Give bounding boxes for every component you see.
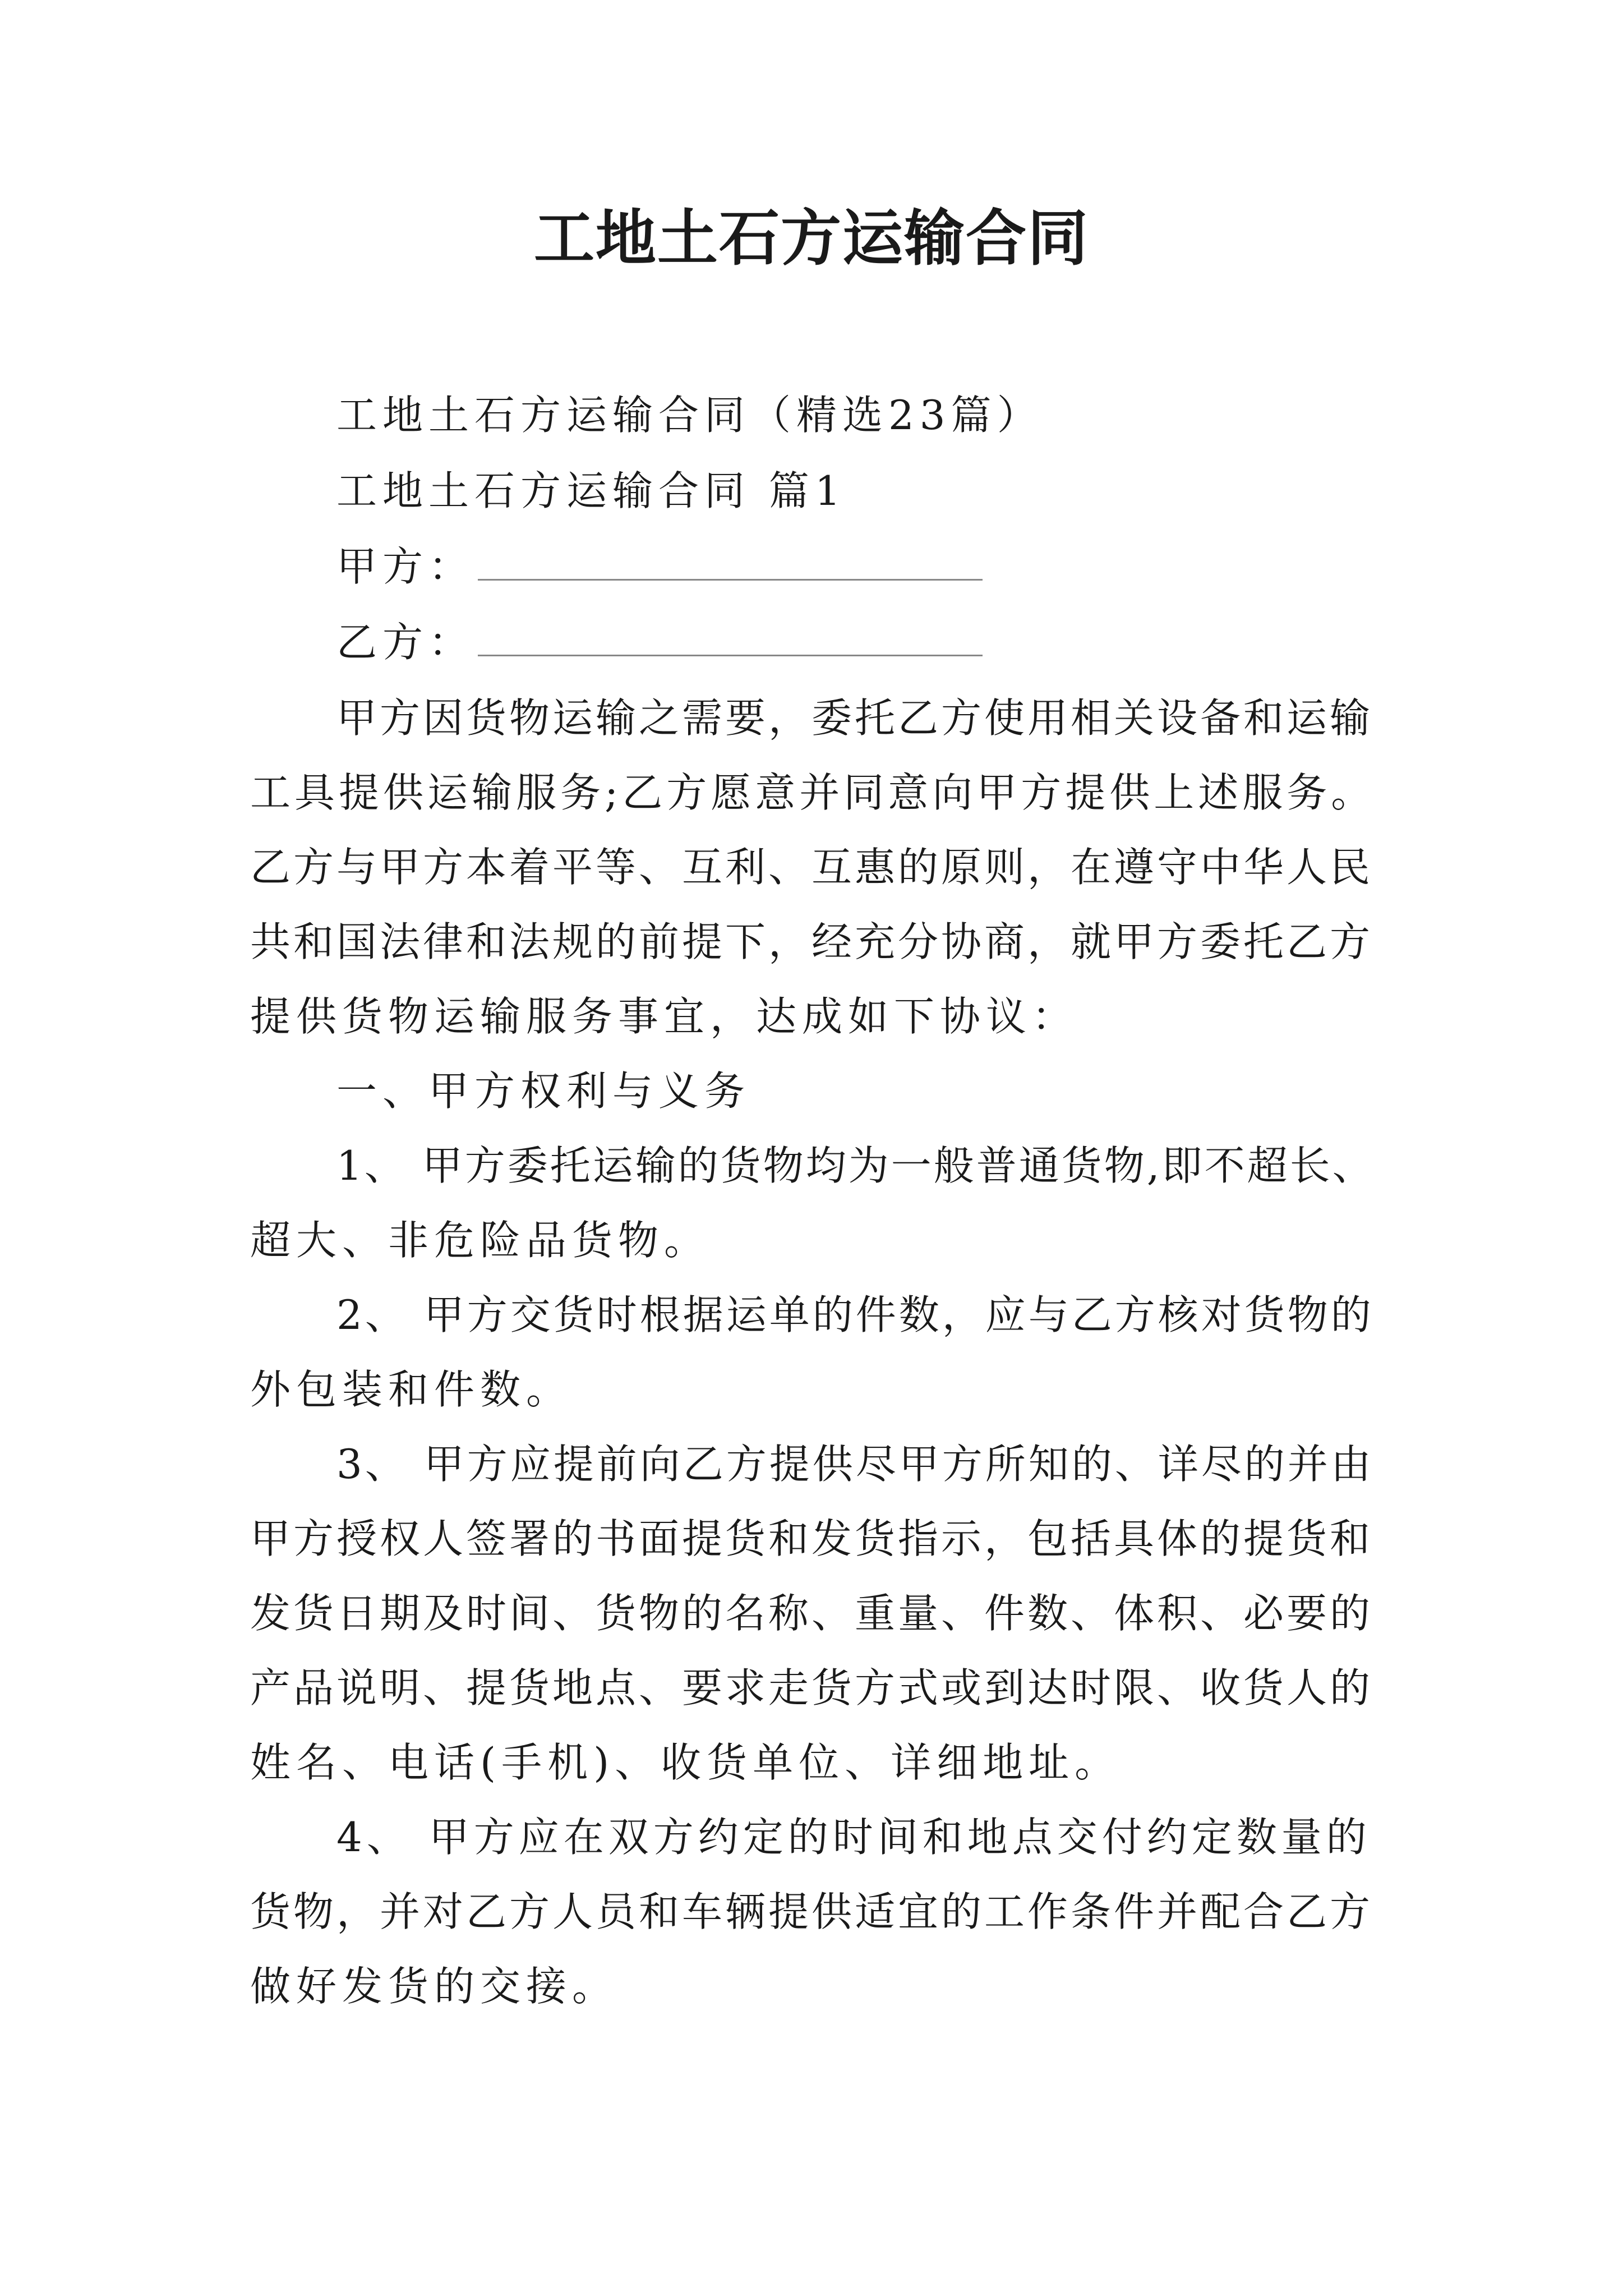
item-3-line: 姓名、电话(手机)、收货单位、详细地址。 (250, 1739, 1121, 1786)
item-4-line: 4、 甲方应在双方约定的时间和地点交付约定数量的 (336, 1814, 1371, 1861)
document-subtitle: 工地土石方运输合同（精选23篇） (336, 392, 1043, 439)
item-3-line: 甲方授权人签署的书面提货和发货指示，包括具体的提货和 (250, 1515, 1373, 1562)
item-1-line: 1、 甲方委托运输的货物均为一般普通货物,即不超长、 (336, 1142, 1375, 1189)
item-4-line: 货物，并对乙方人员和车辆提供适宜的工作条件并配合乙方 (250, 1888, 1373, 1935)
party-a-label: 甲方： (336, 543, 475, 590)
item-3-line: 产品说明、提货地点、要求走货方式或到达时限、收货人的 (250, 1664, 1373, 1711)
party-b-line (336, 614, 983, 670)
intro-line: 工具提供运输服务;乙方愿意并同意向甲方提供上述服务。 (250, 769, 1376, 816)
item-2-line: 2、 甲方交货时根据运单的件数，应与乙方核对货物的 (336, 1291, 1374, 1338)
item-1-line: 超大、非危险品货物。 (250, 1217, 711, 1264)
intro-line: 提供货物运输服务事宜，达成如下协议： (250, 993, 1078, 1040)
intro-line: 乙方与甲方本着平等、互利、互惠的原则，在遵守中华人民 (250, 844, 1373, 891)
party-b-label: 乙方： (336, 619, 475, 666)
item-3-line: 发货日期及时间、货物的名称、重量、件数、体积、必要的 (250, 1590, 1373, 1637)
intro-line: 甲方因货物运输之需要，委托乙方使用相关设备和运输 (336, 694, 1373, 742)
section-heading: 工地土石方运输合同 篇1 (336, 467, 846, 514)
clause-heading: 一、甲方权利与义务 (336, 1068, 751, 1115)
item-3-line: 3、 甲方应提前向乙方提供尽甲方所知的、详尽的并由 (336, 1441, 1374, 1488)
party-a-line (336, 539, 983, 595)
party-a-blank (478, 540, 983, 581)
document-title: 工地土石方运输合同 (533, 203, 1089, 274)
party-b-blank (478, 615, 983, 656)
item-4-line: 做好发货的交接。 (250, 1963, 619, 2010)
intro-line: 共和国法律和法规的前提下，经充分协商，就甲方委托乙方 (250, 918, 1373, 965)
item-2-line: 外包装和件数。 (250, 1366, 573, 1413)
